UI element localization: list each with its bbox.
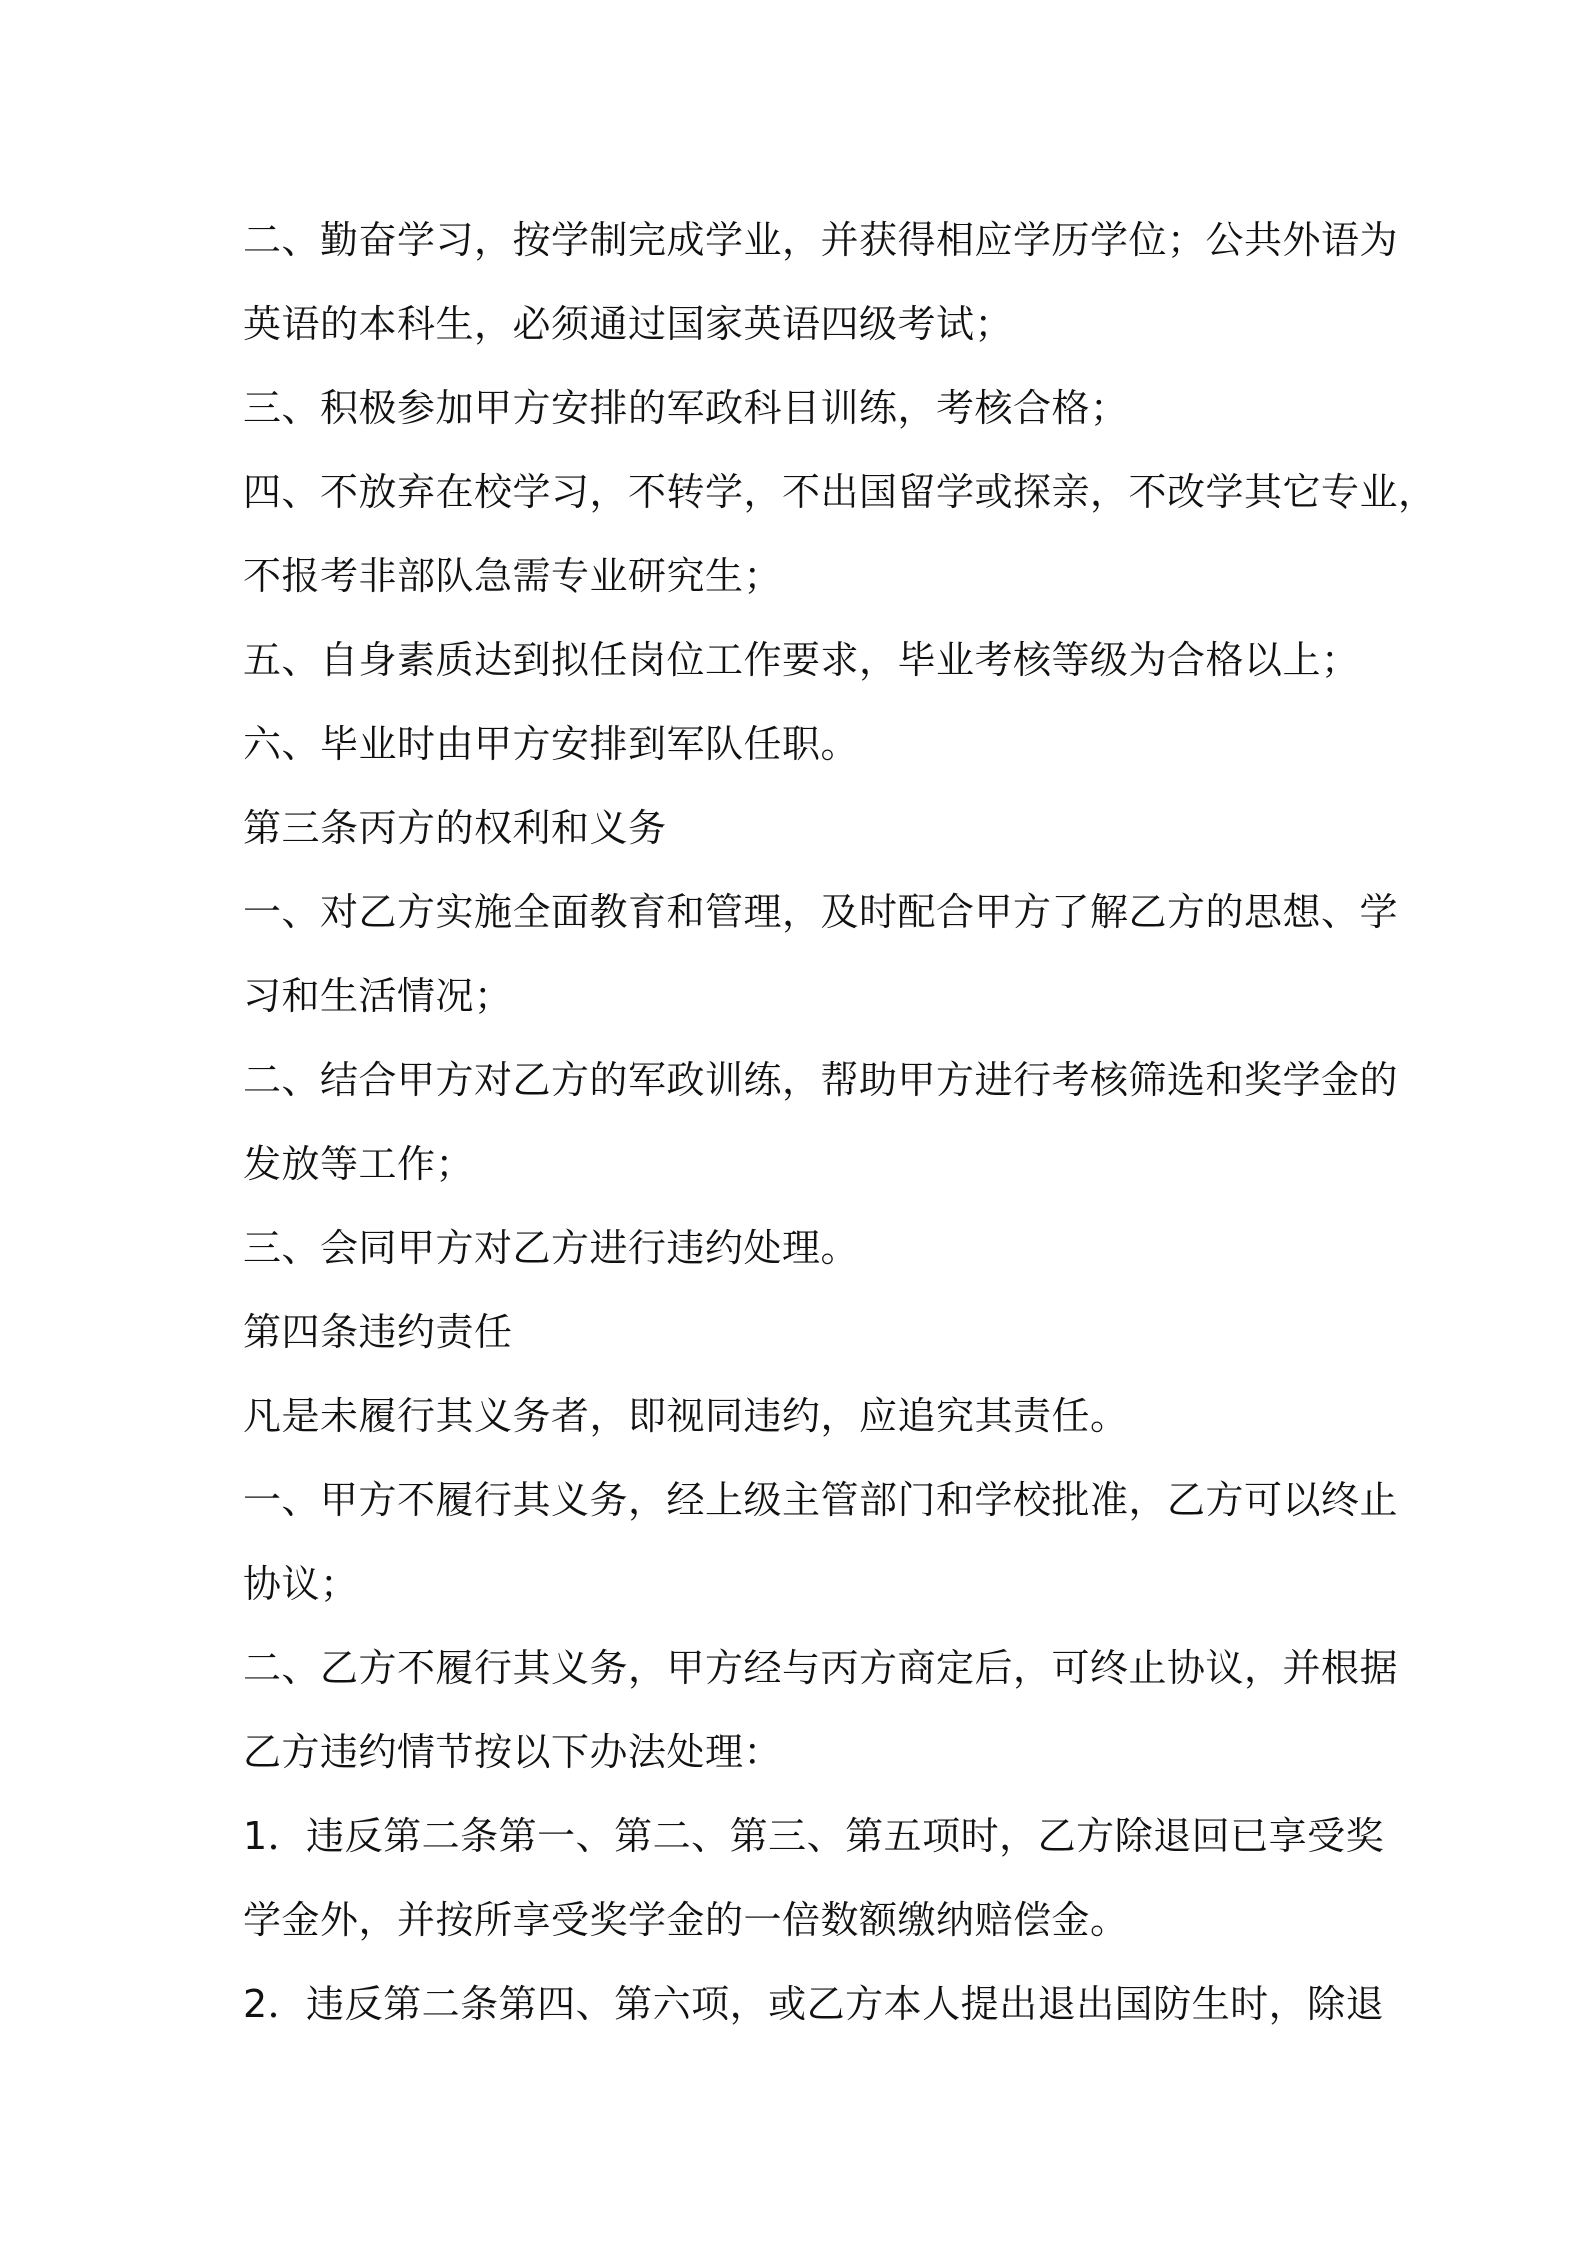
text-line: 凡是未履行其义务者，即视同违约，应追究其责任。 <box>243 1394 1129 1438</box>
section-heading: 第三条丙方的权利和义务 <box>243 806 667 850</box>
text-line: 二、乙方不履行其义务，甲方经与丙方商定后，可终止协议，并根据 <box>243 1646 1399 1690</box>
text-line: 一、甲方不履行其义务，经上级主管部门和学校批准，乙方可以终止 <box>243 1478 1399 1522</box>
text-line: 三、积极参加甲方安排的军政科目训练，考核合格； <box>243 386 1129 430</box>
text-line: 发放等工作； <box>243 1142 475 1186</box>
text-line: 乙方违约情节按以下办法处理： <box>243 1730 783 1774</box>
text-line: 一、对乙方实施全面教育和管理，及时配合甲方了解乙方的思想、学 <box>243 890 1399 934</box>
text-line: 习和生活情况； <box>243 974 513 1018</box>
section-heading: 第四条违约责任 <box>243 1310 513 1354</box>
text-line: 四、不放弃在校学习，不转学，不出国留学或探亲，不改学其它专业， <box>243 470 1437 514</box>
text-line: 学金外，并按所享受奖学金的一倍数额缴纳赔偿金。 <box>243 1898 1129 1942</box>
text-line: 协议； <box>243 1562 359 1606</box>
text-line: 1．违反第二条第一、第二、第三、第五项时，乙方除退回已享受奖 <box>243 1814 1385 1858</box>
text-line: 二、结合甲方对乙方的军政训练，帮助甲方进行考核筛选和奖学金的 <box>243 1058 1399 1102</box>
document-body <box>243 198 1437 2046</box>
text-line: 英语的本科生，必须通过国家英语四级考试； <box>243 302 1014 346</box>
text-line: 二、勤奋学习，按学制完成学业，并获得相应学历学位；公共外语为 <box>243 218 1399 262</box>
text-line: 五、自身素质达到拟任岗位工作要求，毕业考核等级为合格以上； <box>243 638 1360 682</box>
text-line: 六、毕业时由甲方安排到军队任职。 <box>243 722 860 766</box>
text-line: 三、会同甲方对乙方进行违约处理。 <box>243 1226 860 1270</box>
text-line: 不报考非部队急需专业研究生； <box>243 554 783 598</box>
text-line: 2．违反第二条第四、第六项，或乙方本人提出退出国防生时，除退 <box>243 1982 1385 2026</box>
